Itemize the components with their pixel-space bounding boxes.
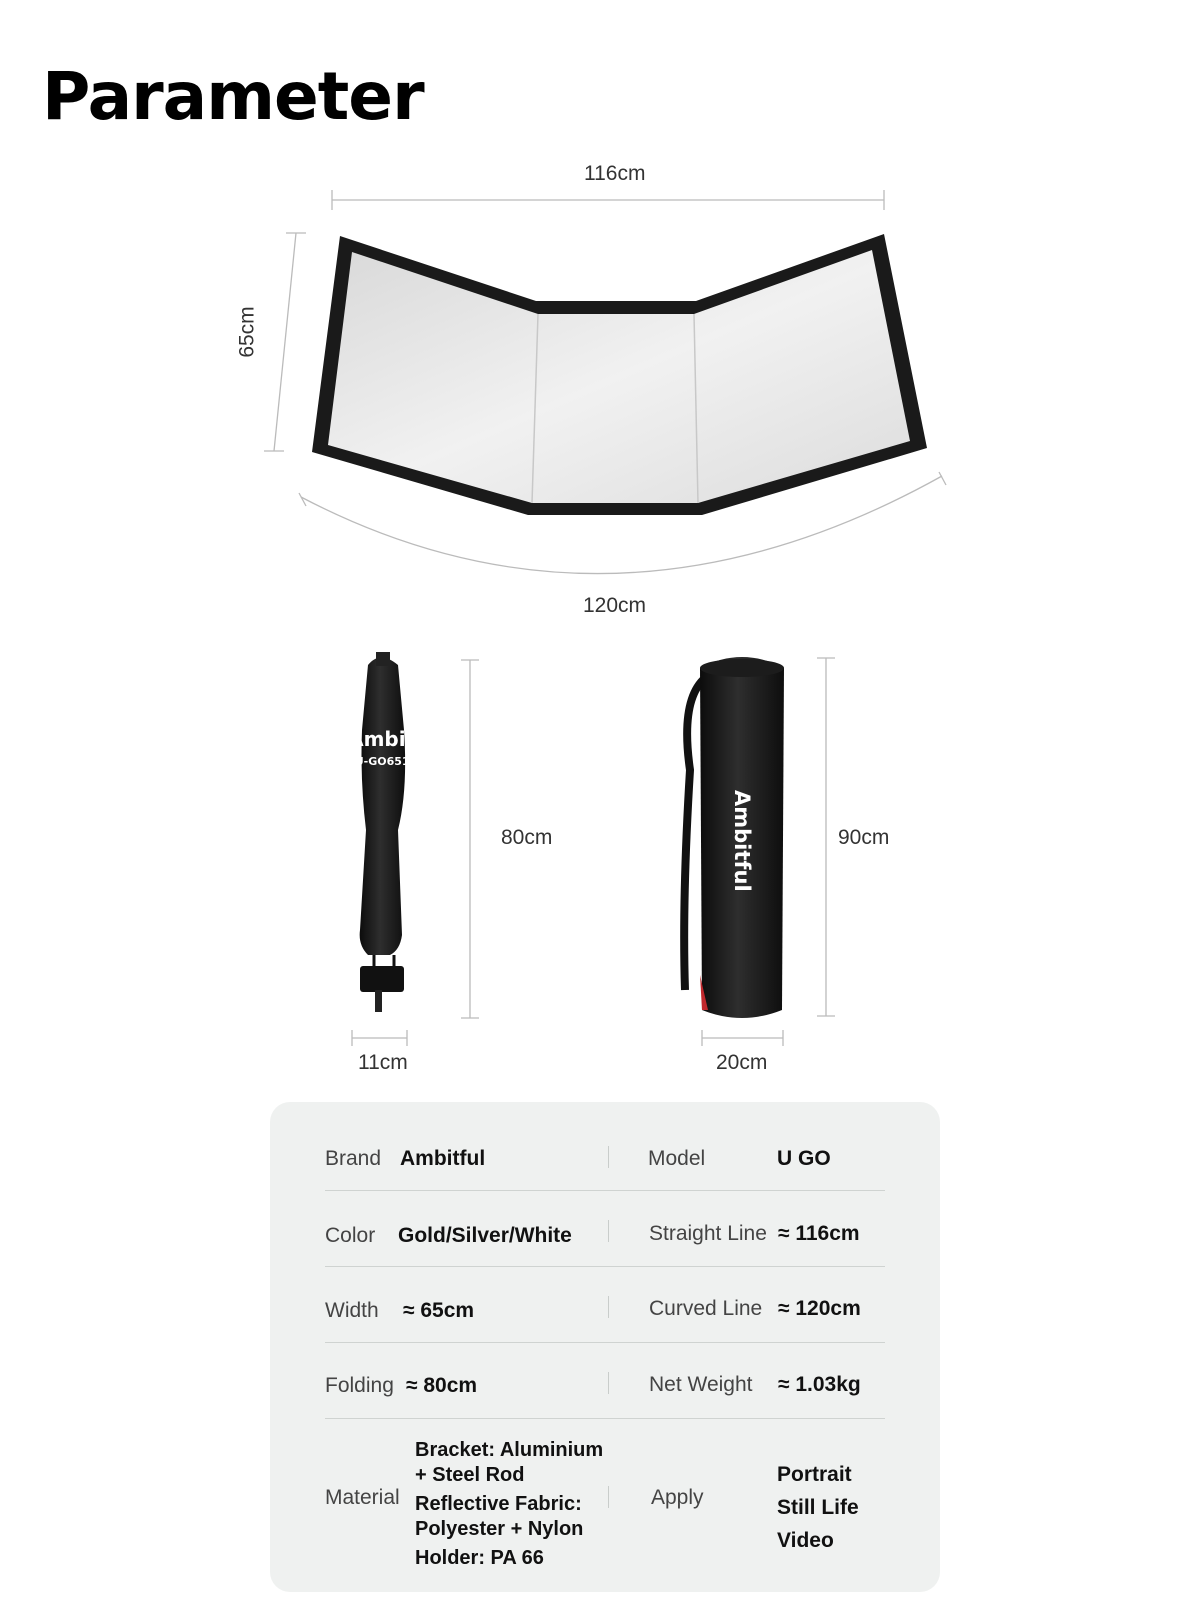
apply-line: Still Life [777,1496,859,1519]
brand-value: Ambitful [400,1147,486,1170]
model-label: Model [648,1147,706,1170]
straight-width-label: 116cm [584,162,646,185]
brand-label: Brand [325,1147,382,1170]
net-weight-label: Net Weight [649,1373,753,1396]
folded-reflector [348,652,424,1012]
bag-logo-text: Ambitful [730,790,754,892]
column-divider [608,1372,609,1394]
folding-label: Folding [325,1374,394,1397]
model-value: U GO [777,1147,831,1170]
curved-line-value: ≈ 120cm [778,1297,861,1320]
folded-model-text: U-GO6512 [354,755,418,768]
apply-line: Video [777,1529,834,1552]
folded-length-dimension-line [461,660,479,1018]
spec-row [325,1190,885,1267]
apply-value [777,1458,859,1557]
spec-row [325,1102,885,1190]
bag-width-dimension-line [702,1030,783,1046]
straight-width-dimension-line [332,190,884,210]
folded-width-label: 11cm [358,1051,408,1074]
apply-label: Apply [651,1486,704,1509]
folded-length-label: 80cm [501,826,553,849]
spec-row [325,1418,885,1588]
color-value: Gold/Silver/White [398,1224,572,1247]
curved-width-label: 120cm [583,594,647,617]
spec-row [325,1266,885,1342]
material-line: Reflective Fabric: [415,1493,582,1515]
material-line: Bracket: Aluminium [415,1439,604,1461]
color-label: Color [325,1224,376,1247]
straight-line-value: ≈ 116cm [778,1222,860,1245]
net-weight-value: ≈ 1.03kg [778,1373,861,1396]
width-label: Width [325,1299,379,1322]
reflector-panel [312,234,927,515]
height-dimension-line [264,233,306,451]
bag-width-label: 20cm [716,1051,768,1074]
folding-value: ≈ 80cm [406,1374,478,1397]
bag-length-label: 90cm [838,826,890,849]
column-divider [608,1486,609,1508]
column-divider [608,1220,609,1242]
bag-length-dimension-line [817,658,835,1016]
folded-logo-text: Ambitf [348,727,424,751]
spec-table [270,1102,940,1592]
column-divider [608,1146,609,1168]
carry-bag [684,657,784,1018]
material-label: Material [325,1486,400,1509]
width-value: ≈ 65cm [403,1299,475,1322]
material-value [415,1438,603,1571]
straight-line-label: Straight Line [649,1222,767,1245]
page-title: Parameter [42,58,424,135]
height-label: 65cm [235,306,259,358]
column-divider [608,1296,609,1318]
apply-line: Portrait [777,1463,852,1486]
material-line: Polyester + Nylon [415,1518,584,1540]
spec-row [325,1342,885,1418]
folded-width-dimension-line [352,1030,407,1046]
material-line: + Steel Rod [415,1464,525,1486]
material-line: Holder: PA 66 [415,1547,544,1569]
curved-line-label: Curved Line [649,1297,763,1320]
